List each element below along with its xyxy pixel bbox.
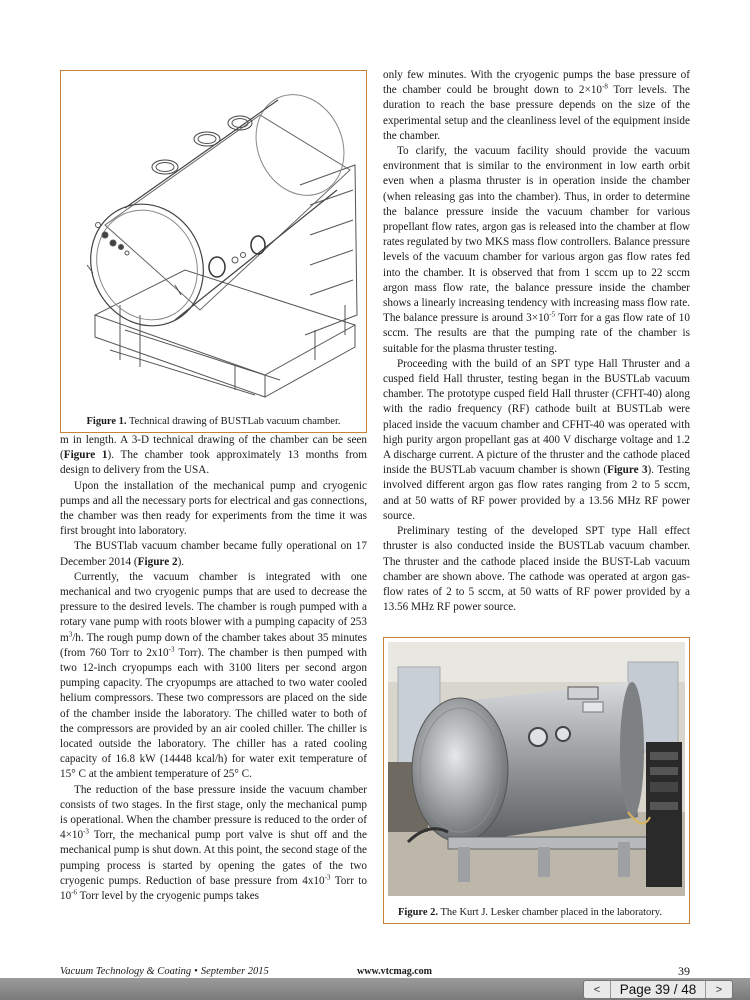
page-navigator [583,980,733,999]
figure-ref: Figure 1 [63,449,108,462]
vacuum-chamber-drawing [65,75,362,405]
left-column [60,433,367,904]
previous-page-button[interactable]: < [584,981,611,998]
figure-2-caption: Figure 2. The Kurt J. Lesker chamber placed in the laboratory. [398,907,662,918]
paragraph: Upon the installation of the mechanical pump and cryogenic pumps and all the necessary ports for electrical and gas connections, the chamber was then ready for experiments from the time it was first brought into laboratory. [60,479,367,538]
right-column [383,68,690,615]
paragraph: only few minutes. With the cryogenic pumps the base pressure of the chamber could be brought down to $2\times 10^{-8}$ Torr levels. The duration to reach the base pressure depends on the size of the experimental setup and the cleanliness level of the equipment inside the chamber. [383,69,690,142]
paragraph: The reduction of the base pressure inside the vacuum chamber consists of two stages. In the first stage, only the mechanical pump is operational. When the chamber pressure is reduced to the order of $4\times 10^{-3}$ Torr, the mechanical pump port valve is shut off and the mechanical pump is shut down. At this point, the second stage of the pumping process is started by opening the gates of the two cryogenic pumps. Reduction of base pressure from $4x10^{-3}$ Torr to $10^{-6}$ Torr level by the cryogenic pumps takes [60,783,367,903]
footer-url[interactable]: www.vtcmag.com [357,966,432,977]
page-indicator: Page 39 / 48 [619,982,697,997]
figure-1 [60,70,367,433]
footer-journal: Vacuum Technology & Coating • September 2015 [60,966,269,977]
figure-2 [383,637,690,924]
next-page-button[interactable]: > [705,981,732,998]
figure-1-caption: Figure 1. Technical drawing of BUSTLab vacuum chamber. [86,416,341,427]
paragraph: m in length. A 3-D technical drawing of the chamber can be seen (Figure 1). The chamber took approximately 13 months from design to delivery from the USA. [60,434,367,477]
lab-chamber-photo [388,642,685,896]
paragraph: Proceeding with the build of an SPT type Hall Thruster and a cusped field Hall thruster, testing began in the BUSTLab vacuum chamber. The prototype cusped field Hall thruster (CFHT-40) along with the radio frequency (RF) cathode built at BUSTLab were placed inside the vacuum chamber and CFHT-40 was operated with high purity argon propellant gas at 400 V discharge voltage and 1.2 A discharge current. A picture of the thruster and the cathode placed inside the BUSTLab vacuum chamber is shown (Figure 3). Testing involved different argon gas flow rates ranging from 2 to 5 sccm, and at 50 watts of RF power provided by a 13.56 MHz RF power source. [383,357,690,522]
paragraph: Currently, the vacuum chamber is integrated with one mechanical and two cryogenic pumps that are used to decrease the pressure to the desired levels. The chamber is rough pumped with a rotary vane pump with roots blower with a pumping capacity of 253 $m^3/h$. The rough pump down of the chamber takes about 35 minutes (from 760 Torr to $2x10^{-3}$ Torr). The chamber is then pumped with two 12-inch cryopumps each with 3100 liters per second argon pumping capacity. The cryopumps are attached to two water cooled helium compressors. These two compressors are placed on the side of the chamber inside the laboratory. The chilled water to both of the compressors are provided by an air cooled chiller. The chiller is located outside the laboratory. The chiller has a rated cooling capacity of 16.8 kW (14448 kcal/h) for water exit temperature of 15° C at the ambient temperature of 25° C. [60,570,367,781]
figure-ref: Figure 3 [607,464,648,477]
paragraph: The BUSTlab vacuum chamber became fully operational on 17 December 2014 (Figure 2). [60,540,367,568]
figure-ref: Figure 2 [137,555,178,568]
paragraph: To clarify, the vacuum facility should provide the vacuum environment that is similar to the environment in low earth orbit even when a plasma thruster is in operation inside the chamber (when releasing gas into the chamber). Thus, in order to determine the balance pressure inside the vacuum chamber for various propellant flow rates, argon gas is released into the chamber at flow rates regulated by two MKS mass flow controllers. Balance pressure levels of the vacuum chamber for various argon gas flow rates fed into the chamber. It is observed that from 1 sccm up to 22 sccm argon mass flow rate, the balance pressure inside the chamber shows a linearly increasing tendency with increasing mass flow rate. The balance pressure is around $3\times 10^{-5}$ Torr for a gas flow rate of 10 sccm. The results are that the pumping rate of the chamber is suitable for the plasma thruster testing. [383,145,690,355]
paragraph: Preliminary testing of the developed SPT type Hall effect thruster is also conducted inside the BUSTLab vacuum chamber. The thruster and the cathode placed inside the BUST-Lab vacuum chamber are shown above. The cathode was operated at argon gas-flow rates of 2 to 5 sccm, at 50 watts of RF power provided by a 13.56 MHz RF power source. [383,525,690,614]
footer-page-number: 39 [678,964,690,978]
